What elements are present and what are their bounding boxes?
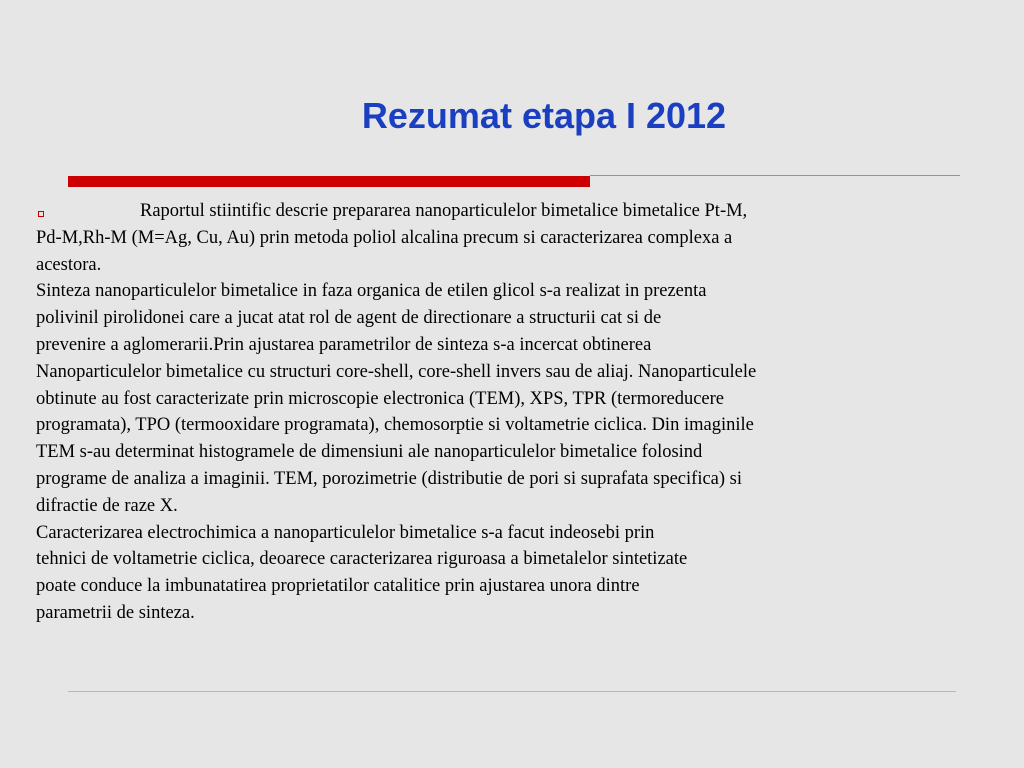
body-line: acestora. <box>36 254 102 275</box>
body-line: Pd-M,Rh-M (M=Ag, Cu, Au) prin metoda poliol alcalina precum si caracterizarea complexa a <box>36 227 733 248</box>
body-line: Caracterizarea electrochimica a nanoparticulelor bimetalice s-a facut indeosebi prin <box>36 522 655 543</box>
body-line: Sinteza nanoparticulelor bimetalice in faza organica de etilen glicol s-a realizat in prezenta <box>36 281 707 302</box>
body-paragraph <box>36 198 996 627</box>
body-line: poate conduce la imbunatatirea proprietatilor catalitice prin ajustarea unora dintre <box>36 576 640 597</box>
body-line: parametrii de sinteza. <box>36 602 195 623</box>
title-underline-thin <box>590 175 960 176</box>
body-line: tehnici de voltametrie ciclica, deoarece caracterizarea riguroasa a bimetalelor sintetizate <box>36 549 688 570</box>
body-line: polivinil pirolidonei care a jucat atat rol de agent de directionare a structurii cat si de <box>36 308 662 329</box>
body-line: prevenire a aglomerarii.Prin ajustarea parametrilor de sinteza s-a incercat obtinerea <box>36 334 652 355</box>
body-line: TEM s-au determinat histogramele de dimensiuni ale nanoparticulelor bimetalice folosind <box>36 442 703 463</box>
body-line: programata), TPO (termooxidare programata), chemosorptie si voltametrie ciclica. Din imaginile <box>36 415 754 436</box>
slide-title: Rezumat etapa I 2012 <box>361 95 727 136</box>
title-underline-thick <box>68 176 590 187</box>
body-line: programe de analiza a imaginii. TEM, porozimetrie (distributie de pori si suprafata specifica) si <box>36 468 743 489</box>
body-line: Raportul stiintific descrie prepararea nanoparticulelor bimetalice bimetalice Pt-M, <box>140 201 748 221</box>
body-line: Nanoparticulelor bimetalice cu structuri core-shell, core-shell invers sau de aliaj. Nanoparticulele <box>36 361 757 382</box>
body-line: difractie de raze X. <box>36 495 178 516</box>
footer-rule <box>68 691 956 692</box>
body-line: obtinute au fost caracterizate prin microscopie electronica (TEM), XPS, TPR (termoreducere <box>36 388 725 409</box>
